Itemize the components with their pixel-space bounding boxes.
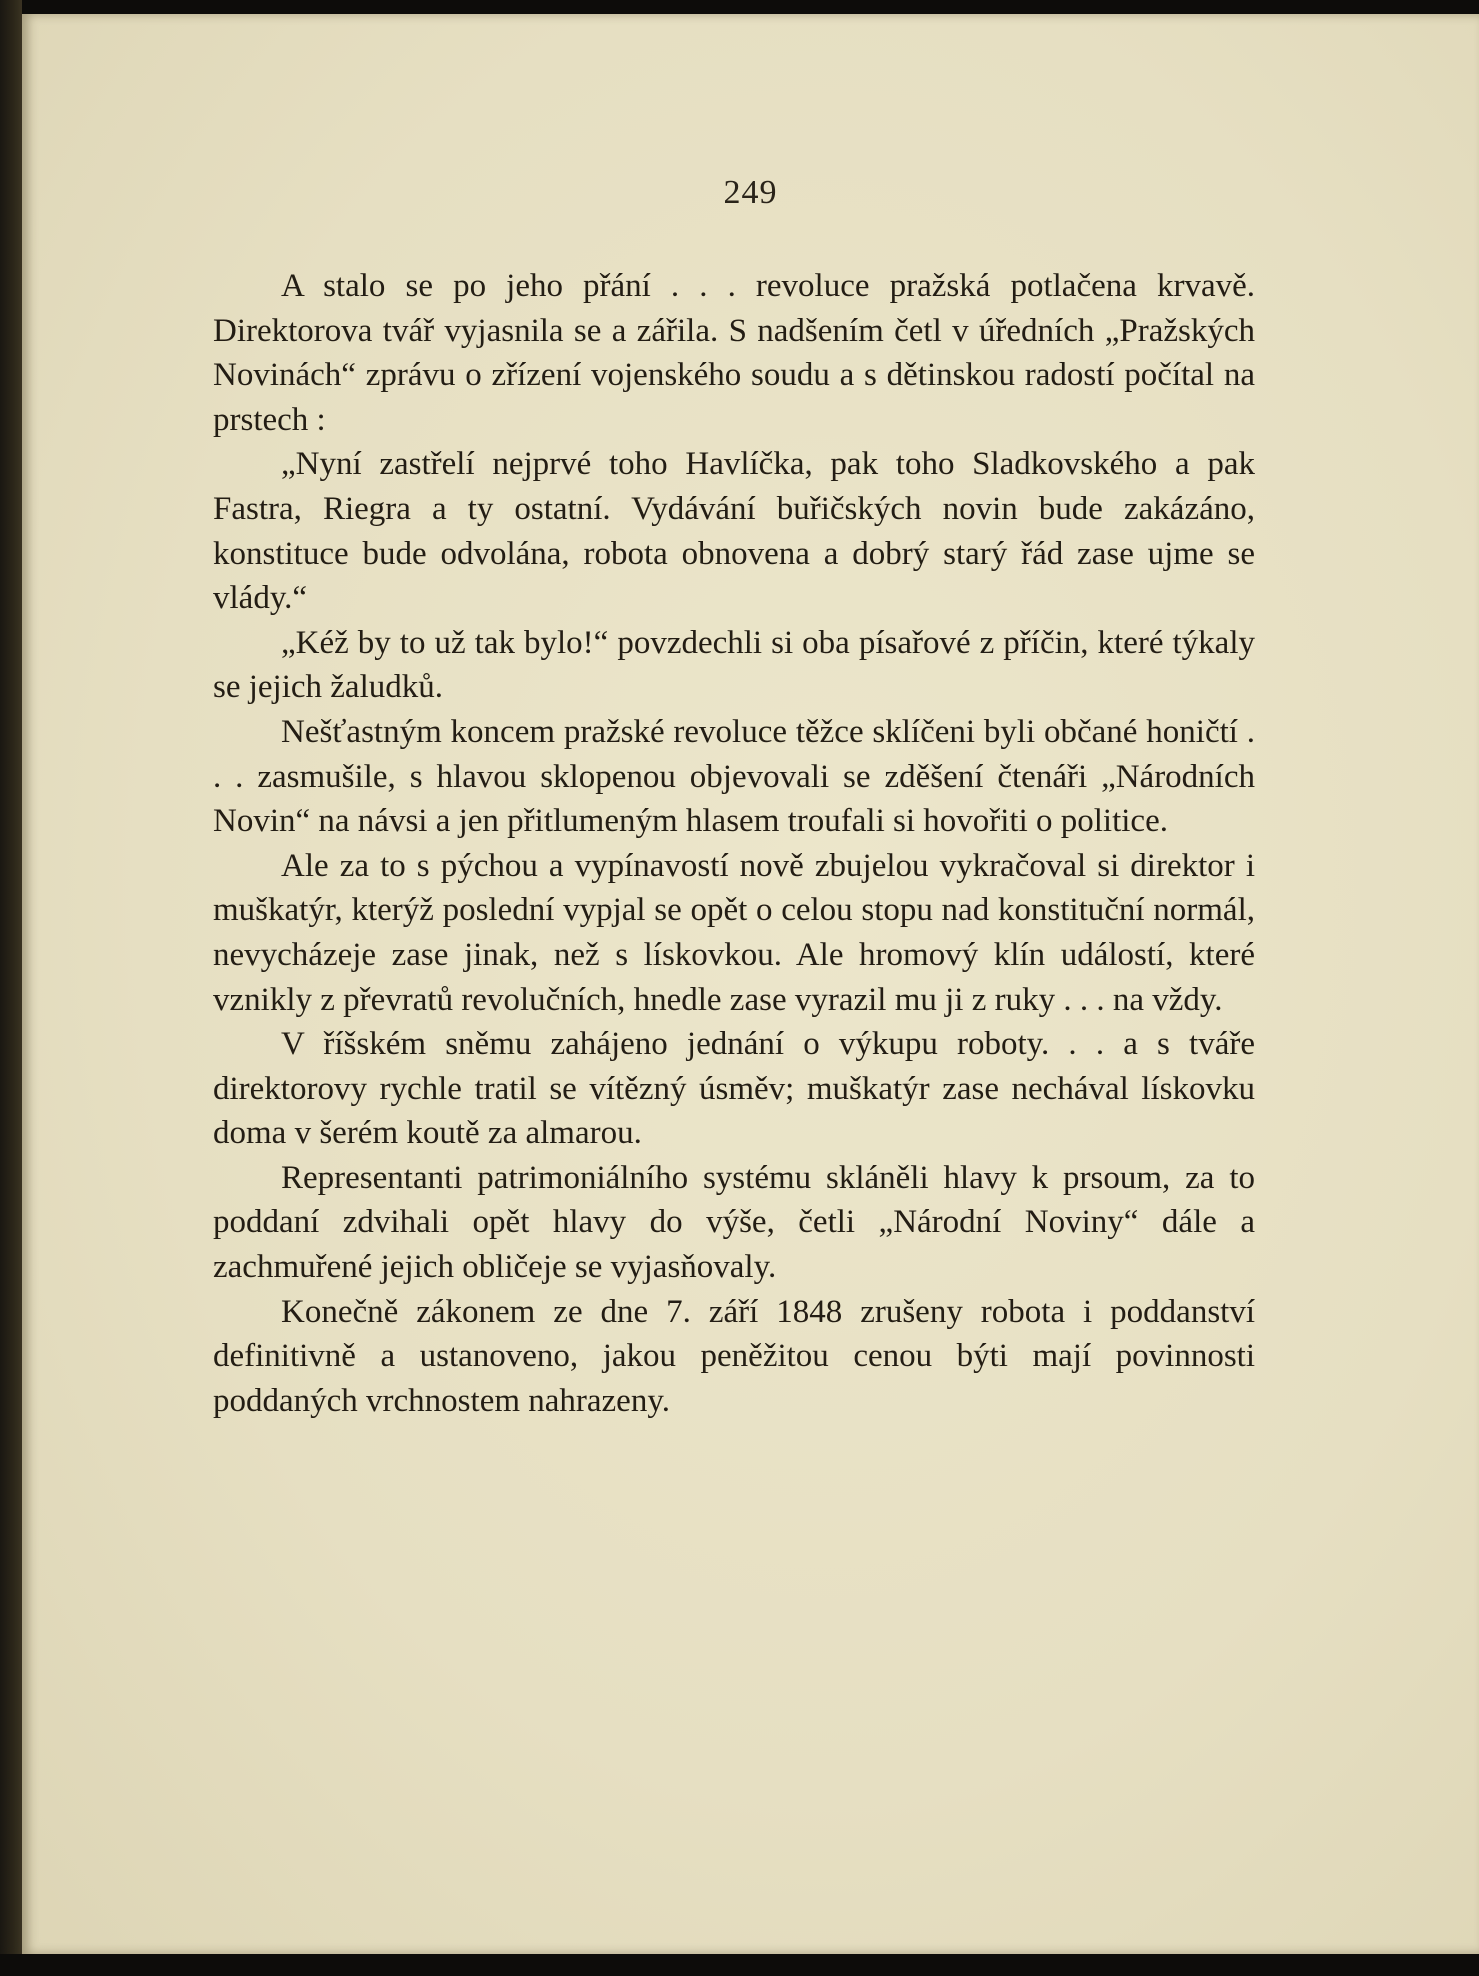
scan-bottom-edge <box>0 1954 1479 1976</box>
scan-top-edge <box>0 0 1479 14</box>
book-page <box>22 14 1479 1954</box>
paragraph: „Kéž by to už tak bylo!“ povzdechli si oba písařové z příčin, které týkaly se jejich žaludků. <box>213 624 1255 706</box>
paragraph: „Nyní zastřelí nejprvé toho Havlíčka, pak toho Sladkovského a pak Fastra, Riegra a ty ostatní. Vydávání buřičských novin bude zakázáno, konstituce bude odvolána, robota obnovena a dobrý starý řád zase ujme se vlády.“ <box>213 446 1255 617</box>
paragraph: Nešťastným koncem pražské revoluce těžce sklíčeni byli občané honičtí . . . zasmušile, s hlavou sklopenou objevovali se zděšení čtenáři „Národních Novin“ na návsi a jen přitlumeným hlasem troufali si hovořiti o politice. <box>213 713 1255 840</box>
paragraph: Representanti patrimoniálního systému skláněli hlavy k prsoum, za to poddaní zdvihali opět hlavy do výše, četli „Národní Noviny“ dále a zachmuřené jejich obličeje se vyjasňovaly. <box>213 1159 1255 1286</box>
paragraph: Konečně zákonem ze dne 7. září 1848 zrušeny robota i poddanství definitivně a ustanoveno, jakou peněžitou cenou býti mají povinnosti poddaných vrchnostem nahrazeny. <box>213 1293 1255 1419</box>
page-number: 249 <box>723 174 778 211</box>
paragraph: V říšském sněmu zahájeno jednání o výkupu roboty. . . a s tváře direktorovy rychle tratil se vítězný úsměv; muškatýr zase nechával lískovku doma v šerém koutě za almarou. <box>213 1026 1255 1152</box>
paragraph: Ale za to s pýchou a vypínavostí nově zbujelou vykračoval si direktor i muškatýr, kterýž poslední vypjal se opět o celou stopu nad konstituční normál, nevycházeje zase jinak, než s lískovkou. Ale hromový klín událostí, které vznikly z převratů revolučních, hnedle zase vyrazil mu ji z ruky . . . na vždy. <box>213 847 1255 1018</box>
body-text <box>213 264 1255 1423</box>
book-binding-edge <box>0 0 22 1976</box>
paragraph: A stalo se po jeho přání . . . revoluce pražská potlačena krvavě. Direktorova tvář vyjasnila se a zářila. S nadšením četl v úředních „Pražských Novinách“ zprávu o zřízení vojenského soudu a s dětinskou radostí počítal na prstech : <box>213 268 1255 438</box>
